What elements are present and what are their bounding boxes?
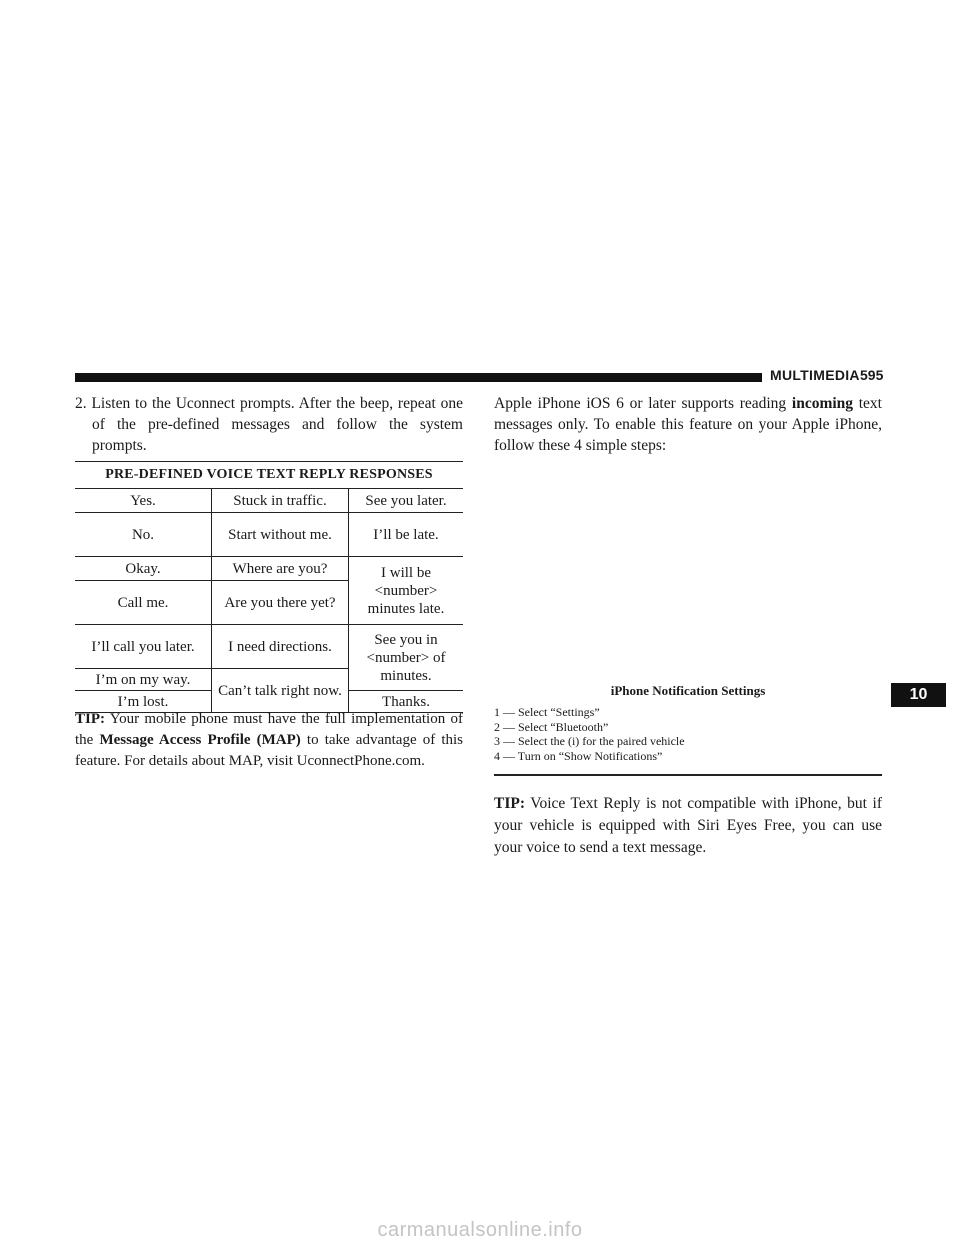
callout-item: 1 — Select “Settings” bbox=[494, 705, 600, 719]
table-cell: I’m lost. bbox=[75, 691, 212, 713]
table-cell: Call me. bbox=[75, 581, 212, 625]
table-cell: I’ll call you later. bbox=[75, 625, 212, 669]
table-cell: No. bbox=[75, 513, 212, 557]
watermark: carmanualsonline.info bbox=[377, 1219, 583, 1241]
table-cell: Okay. bbox=[75, 557, 212, 581]
table-cell: I need directions. bbox=[212, 625, 349, 669]
tip-label: TIP: bbox=[494, 795, 525, 812]
tip-text: Your mobile phone must have the full implementation of the bbox=[75, 711, 463, 748]
tip-text: to take advantage of this feature. For details about MAP, visit UconnectPhone.com. bbox=[75, 732, 464, 769]
table-cell: Thanks. bbox=[349, 691, 464, 713]
iphone-intro bbox=[494, 393, 882, 456]
table-cell: I’m on my way. bbox=[75, 669, 212, 691]
intro-bold: incoming bbox=[791, 395, 854, 412]
header-rule bbox=[75, 373, 762, 382]
tip-label: TIP: bbox=[75, 711, 105, 727]
step-2-text: 2. Listen to the Uconnect prompts. After the beep, repeat one of the pre-defined messages and follow the system prompts. bbox=[75, 395, 463, 454]
left-column bbox=[75, 393, 463, 456]
page-number: 595 bbox=[860, 367, 884, 383]
table-cell: Start without me. bbox=[212, 513, 349, 557]
figure-callouts bbox=[494, 705, 882, 763]
tip-map bbox=[75, 709, 463, 772]
table-cell: Can’t talk right now. bbox=[212, 669, 349, 713]
figure-title: iPhone Notification Settings bbox=[610, 683, 766, 698]
callout-item: 2 — Select “Bluetooth” bbox=[494, 719, 609, 734]
intro-text: Apple iPhone iOS 6 or later supports reading bbox=[494, 395, 792, 412]
intro-text: text messages only. To enable this feature on your Apple iPhone, follow these 4 simple steps: bbox=[494, 395, 882, 454]
tip-bold-term: Message Access Profile (MAP) bbox=[99, 732, 301, 748]
tip-siri bbox=[494, 793, 882, 859]
callout-item: 3 — Select the (i) for the paired vehicle bbox=[494, 734, 685, 748]
table-cell: Stuck in traffic. bbox=[212, 489, 349, 513]
tip-text: Voice Text Reply is not compatible with iPhone, but if your vehicle is equipped with Siri Eyes Free, you can use your voice to send a text message. bbox=[494, 795, 882, 856]
figure-placeholder bbox=[494, 470, 882, 675]
table-cell: Are you there yet? bbox=[212, 581, 349, 625]
table-cell: I will be <number> minutes late. bbox=[349, 557, 464, 625]
callout-item: 4 — Turn on “Show Notifications” bbox=[494, 748, 663, 763]
table-title: PRE-DEFINED VOICE TEXT REPLY RESPONSES bbox=[75, 462, 463, 489]
voice-reply-table bbox=[75, 461, 463, 713]
table-cell: Where are you? bbox=[212, 557, 349, 581]
figure-rule bbox=[494, 774, 882, 776]
table-cell: See you later. bbox=[349, 489, 464, 513]
table-cell: I’ll be late. bbox=[349, 513, 464, 557]
table-cell: Yes. bbox=[75, 489, 212, 513]
table-cell: See you in <number> of minutes. bbox=[349, 625, 464, 691]
section-title: MULTIMEDIA bbox=[770, 367, 860, 383]
chapter-tab: 10 bbox=[891, 683, 946, 707]
